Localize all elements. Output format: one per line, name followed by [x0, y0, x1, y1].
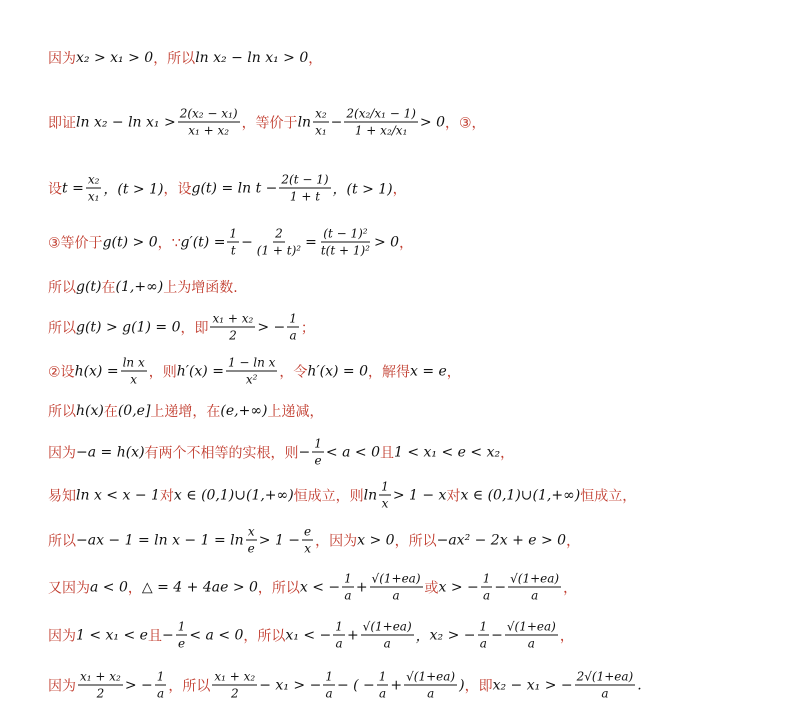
fraction-numerator: 2(x₂ − x₁) — [179, 106, 238, 121]
solution-line-12 — [48, 571, 577, 604]
solution-line-9 — [48, 436, 514, 469]
math-expression: ， — [415, 628, 430, 644]
fraction-numerator: x — [247, 524, 255, 539]
solution-line-5 — [48, 277, 238, 297]
math-expression: x > − — [438, 579, 479, 595]
chinese-text: ②设 — [48, 364, 75, 380]
chinese-text: 所以 — [48, 533, 76, 549]
math-expression: x > 0 — [357, 532, 395, 548]
math-expression: ln — [297, 114, 312, 130]
chinese-text: ， — [308, 51, 323, 67]
math-expression: ，(t > 1) — [332, 181, 393, 197]
fraction — [505, 619, 558, 652]
solution-line-1 — [48, 48, 322, 68]
chinese-text: 因为 — [48, 445, 76, 461]
fraction-denominator: a — [157, 686, 165, 701]
chinese-text: ，解得 — [367, 364, 410, 380]
math-expression: + — [390, 677, 403, 693]
fraction — [255, 226, 303, 259]
fraction-numerator: √(1+ea) — [406, 669, 456, 684]
chinese-text: ，则 — [148, 364, 177, 380]
math-expression: > − — [124, 677, 153, 693]
math-expression: −ax² − 2x + e > 0 — [436, 532, 567, 548]
math-expression: 1 < x₁ < e < x₂ — [394, 444, 501, 460]
math-expression: = — [305, 234, 317, 250]
fraction-numerator: x₂ — [315, 106, 327, 121]
fraction-denominator: 1 + x₂/x₁ — [354, 123, 408, 138]
fraction-denominator: a — [531, 588, 539, 603]
fraction — [121, 355, 147, 388]
math-expression: ln x₂ − ln x₁ > — [76, 114, 176, 130]
solution-line-2 — [48, 106, 486, 139]
solution-line-10 — [48, 479, 636, 512]
math-expression: > − — [257, 319, 286, 335]
fraction-denominator: a — [527, 636, 535, 651]
fraction-denominator: e — [177, 636, 186, 651]
chinese-text: ，所以 — [168, 678, 211, 694]
math-expression: x₁ < − — [285, 627, 332, 643]
fraction-numerator: ln x — [122, 355, 145, 370]
fraction-denominator: a — [335, 636, 343, 651]
fraction-denominator: x — [304, 541, 311, 556]
math-expression: ) — [459, 677, 465, 693]
fraction — [210, 311, 255, 344]
math-expression: △ = 4 + 4ae > 0 — [141, 579, 258, 595]
math-expression: x ∈ (0,1)∪(1,+∞) — [460, 487, 581, 503]
math-expression: − — [494, 579, 507, 595]
math-expression: (1,+∞) — [115, 279, 164, 295]
math-expression: ，(t > 1) — [103, 181, 164, 197]
fraction-denominator: a — [289, 328, 297, 343]
fraction — [379, 479, 391, 512]
solution-line-8 — [48, 401, 323, 421]
solution-line-14 — [48, 669, 642, 702]
fraction-numerator: 1 − ln x — [227, 355, 276, 370]
chinese-text: 对 — [446, 488, 461, 504]
fraction — [155, 669, 167, 702]
fraction — [226, 355, 277, 388]
math-expression: x₂ > − — [429, 627, 476, 643]
fraction-numerator: x₁ + x₂ — [212, 311, 254, 326]
math-expression: > 0 — [374, 234, 400, 250]
fraction-numerator: √(1+ea) — [510, 571, 560, 586]
fraction — [78, 669, 123, 702]
fraction-numerator: 2√(1+ea) — [576, 669, 634, 684]
chinese-text: 易知 — [48, 488, 76, 504]
fraction-numerator: 1 — [177, 619, 186, 634]
chinese-text: ， — [563, 580, 578, 596]
math-expression: −a = h(x) — [76, 444, 145, 460]
math-expression: − — [241, 234, 253, 250]
math-expression: g(t) > g(1) = 0 — [76, 319, 181, 335]
fraction-denominator: x₁ + x₂ — [188, 123, 230, 138]
chinese-text: ，所以 — [394, 533, 437, 549]
fraction-numerator: 1 — [289, 311, 297, 326]
chinese-text: ， — [500, 445, 515, 461]
fraction-numerator: 1 — [381, 479, 389, 494]
fraction-denominator: a — [427, 686, 435, 701]
fraction-numerator: 1 — [344, 571, 352, 586]
chinese-text: 所以 — [48, 320, 76, 336]
math-expression: h′(x) = 0 — [307, 363, 368, 379]
math-expression: x = e — [409, 363, 447, 379]
chinese-text: 即证 — [48, 115, 76, 131]
fraction-denominator: x² — [245, 372, 258, 387]
fraction-numerator: 1 — [479, 619, 488, 634]
math-expression: < a < 0 — [189, 627, 244, 643]
math-expression: > 0 — [419, 114, 445, 130]
math-expression: h(x) — [76, 403, 104, 419]
chinese-text: 在 — [101, 280, 116, 296]
chinese-text: ， — [392, 181, 407, 197]
math-expression: − x₁ > − — [259, 677, 322, 693]
fraction-denominator: t — [230, 243, 236, 258]
math-expression: . — [637, 677, 642, 693]
chinese-text: 因为 — [48, 678, 76, 694]
math-expression: g(t) — [76, 279, 102, 295]
fraction-denominator: a — [379, 686, 387, 701]
chinese-text: 在 — [103, 404, 118, 420]
math-expression: ln — [363, 487, 378, 503]
chinese-text: ，所以 — [243, 628, 286, 644]
fraction — [323, 669, 335, 702]
math-expression: (0,e] — [117, 403, 151, 419]
fraction-numerator: (t − 1)² — [323, 226, 368, 241]
fraction-denominator: a — [601, 686, 609, 701]
math-expression: − — [491, 627, 503, 643]
math-expression: < a < 0 — [325, 444, 380, 460]
fraction-denominator: x₁ — [87, 189, 100, 204]
chinese-text: ，等价于 — [241, 115, 298, 131]
math-expression: − — [298, 444, 311, 460]
chinese-text: 设 — [48, 181, 62, 197]
fraction-denominator: a — [344, 588, 352, 603]
fraction — [361, 619, 414, 652]
fraction-denominator: x — [130, 372, 138, 387]
math-expression: h′(x) = — [176, 363, 224, 379]
fraction — [246, 524, 257, 557]
fraction — [370, 571, 423, 604]
fraction-denominator: a — [392, 588, 400, 603]
fraction-numerator: 2(x₂/x₁ − 1) — [346, 106, 416, 121]
chinese-text: 因为 — [48, 51, 76, 67]
solution-line-6 — [48, 311, 315, 344]
math-expression: h(x) = — [74, 363, 119, 379]
chinese-text: ， — [566, 533, 581, 549]
fraction-denominator: 2 — [96, 686, 105, 701]
math-expression: − — [330, 114, 343, 130]
fraction — [212, 669, 257, 702]
math-expression: ln x < x − 1 — [76, 487, 160, 503]
fraction — [176, 619, 188, 652]
fraction-numerator: 1 — [325, 669, 333, 684]
fraction — [312, 436, 324, 469]
chinese-text: ， — [399, 235, 414, 251]
chinese-text: 或 — [424, 580, 439, 596]
math-expression: (e,+∞) — [220, 403, 268, 419]
fraction-denominator: x — [381, 496, 389, 511]
fraction — [377, 669, 389, 702]
fraction-numerator: 1 — [229, 226, 238, 241]
fraction — [287, 311, 299, 344]
fraction-denominator: e — [314, 453, 322, 468]
math-expression: g(t) = ln t − — [191, 180, 278, 196]
math-expression: t = — [62, 180, 84, 196]
fraction — [404, 669, 457, 702]
fraction-numerator: √(1+ea) — [362, 619, 412, 634]
fraction — [333, 619, 345, 652]
chinese-text: ； — [300, 320, 315, 336]
math-expression: > 1 − — [258, 532, 301, 548]
chinese-text: ，设 — [163, 181, 192, 197]
math-expression: + — [355, 579, 368, 595]
solution-line-4 — [48, 226, 413, 259]
fraction-denominator: x₁ — [315, 123, 327, 138]
math-expression: + — [346, 627, 359, 643]
math-expression: −ax − 1 = ln x − 1 = ln — [76, 532, 244, 548]
fraction-numerator: e — [304, 524, 312, 539]
solution-line-11 — [48, 524, 580, 557]
chinese-text: 且 — [147, 628, 162, 644]
fraction — [178, 106, 240, 139]
chinese-text: 上递增，在 — [150, 404, 221, 420]
math-expression: > 1 − x — [392, 487, 447, 503]
fraction — [302, 524, 313, 557]
chinese-text: 因为 — [48, 628, 76, 644]
math-expression: − — [161, 627, 174, 643]
fraction-denominator: t(t + 1)² — [320, 243, 370, 258]
chinese-text: 恒成立，则 — [293, 488, 364, 504]
fraction-numerator: 1 — [314, 436, 322, 451]
chinese-text: 且 — [380, 445, 394, 461]
fraction-numerator: x₂ — [87, 172, 100, 187]
fraction-denominator: (1 + t)² — [256, 243, 302, 258]
fraction-numerator: 2(t − 1) — [281, 172, 329, 187]
math-expression: x₂ − x₁ > − — [492, 677, 573, 693]
chinese-text: ，因为 — [315, 533, 358, 549]
fraction — [319, 226, 372, 259]
chinese-text: ，③， — [444, 115, 486, 131]
fraction-numerator: 1 — [378, 669, 387, 684]
chinese-text: ，即 — [464, 678, 493, 694]
math-expression: x < − — [299, 579, 341, 595]
math-expression: ln x₂ − ln x₁ > 0 — [195, 50, 309, 66]
math-expression: g(t) > 0 — [102, 234, 158, 250]
fraction-numerator: 1 — [156, 669, 165, 684]
fraction-numerator: x₁ + x₂ — [80, 669, 121, 684]
chinese-text: ③等价于 — [48, 235, 103, 251]
chinese-text: ， — [559, 628, 574, 644]
solution-line-7 — [48, 355, 461, 388]
chinese-text: ，∵ — [157, 235, 181, 251]
fraction-denominator: 1 + t — [289, 189, 321, 204]
solution-line-13 — [48, 619, 574, 652]
math-expression: g′(t) = — [180, 234, 226, 250]
fraction-denominator: a — [483, 588, 491, 603]
fraction-denominator: a — [383, 636, 391, 651]
fraction-denominator: a — [479, 636, 487, 651]
chinese-text: ，即 — [180, 320, 209, 336]
math-expression: a < 0 — [90, 579, 128, 595]
fraction — [279, 172, 330, 205]
math-expression: − ( − — [336, 677, 375, 693]
fraction-numerator: 1 — [335, 619, 343, 634]
fraction-denominator: 2 — [231, 686, 239, 701]
fraction-denominator: e — [247, 541, 255, 556]
chinese-text: ，所以 — [257, 580, 300, 596]
chinese-text: ，令 — [279, 364, 308, 380]
chinese-text: ， — [446, 364, 461, 380]
math-expression: x₂ > x₁ > 0 — [76, 50, 154, 66]
chinese-text: 所以 — [48, 280, 76, 296]
fraction-numerator: 1 — [482, 571, 491, 586]
fraction — [227, 226, 239, 259]
fraction-denominator: 2 — [229, 328, 237, 343]
chinese-text: 恒成立， — [580, 488, 637, 504]
chinese-text: 对 — [159, 488, 174, 504]
math-expression: x ∈ (0,1)∪(1,+∞) — [173, 487, 294, 503]
fraction — [86, 172, 102, 205]
chinese-text: 又因为 — [48, 580, 90, 596]
solution-line-3 — [48, 172, 407, 205]
chinese-text: 所以 — [48, 404, 76, 420]
fraction-numerator: √(1+ea) — [506, 619, 556, 634]
fraction-numerator: √(1+ea) — [371, 571, 421, 586]
fraction — [481, 571, 493, 604]
fraction — [478, 619, 490, 652]
chinese-text: ， — [127, 580, 142, 596]
chinese-text: 上为增函数. — [163, 280, 238, 296]
fraction-numerator: 2 — [275, 226, 283, 241]
chinese-text: 有两个不相等的实根，则 — [144, 445, 299, 461]
fraction — [344, 106, 418, 139]
chinese-text: ，所以 — [153, 51, 196, 67]
chinese-text: 上递减， — [267, 404, 324, 420]
fraction — [342, 571, 354, 604]
fraction-denominator: a — [325, 686, 333, 701]
fraction — [313, 106, 329, 139]
fraction — [575, 669, 636, 702]
math-expression: 1 < x₁ < e — [76, 627, 148, 643]
fraction-numerator: x₁ + x₂ — [214, 669, 256, 684]
fraction — [508, 571, 561, 604]
